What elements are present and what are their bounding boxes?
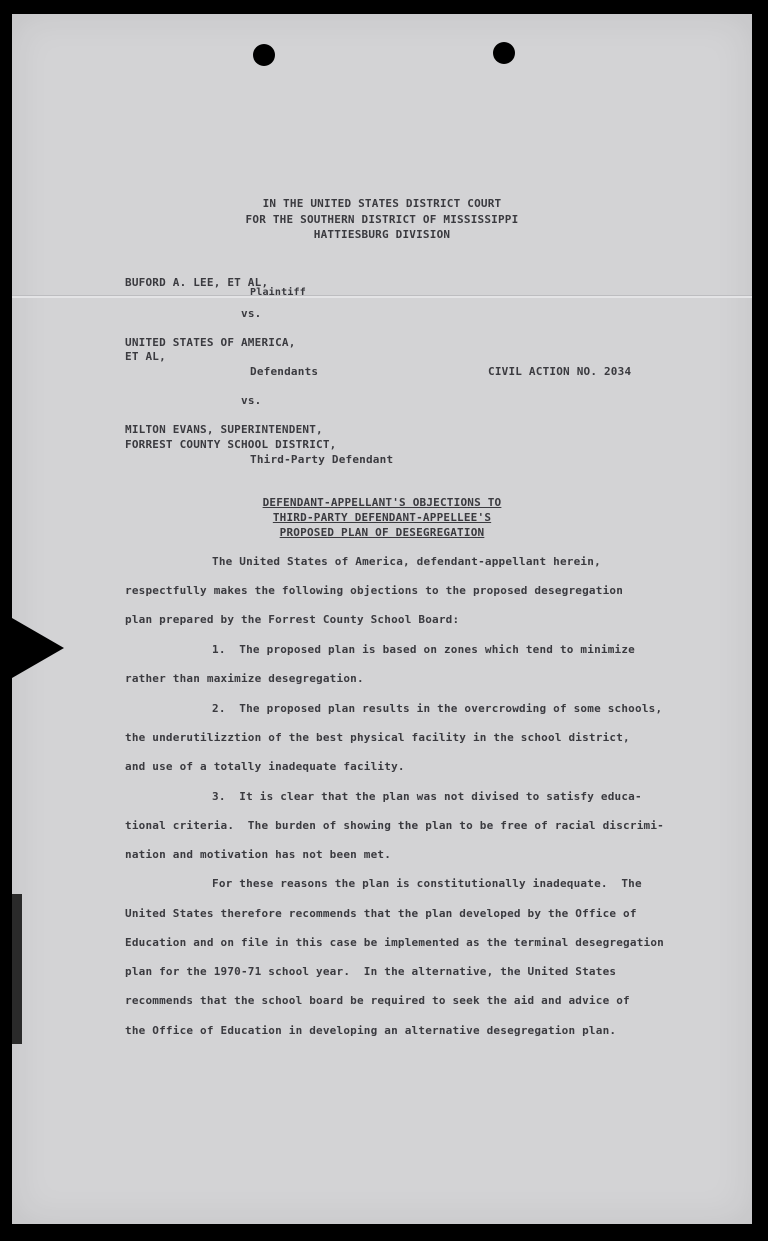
court-line-1: IN THE UNITED STATES DISTRICT COURT [262, 197, 502, 210]
defendant-role: Defendants [250, 365, 319, 378]
plaintiff-role: Plaintiff [250, 287, 306, 298]
vs-1: vs. [241, 307, 262, 320]
court-line-2: FOR THE SOUTHERN DISTRICT OF MISSISSIPPI [245, 213, 519, 226]
edge-shadow [12, 894, 22, 1044]
body-line: 2. The proposed plan results in the overcrowding of some schools, [212, 702, 663, 715]
plaintiff-name: BUFORD A. LEE, ET AL, [125, 276, 269, 289]
body-line: For these reasons the plan is constitutionally inadequate. The [212, 877, 642, 890]
body-line: United States therefore recommends that the plan developed by the Office of [125, 907, 637, 920]
defendant-name-1: UNITED STATES OF AMERICA, [125, 336, 296, 349]
heading-line-3: PROPOSED PLAN OF DESEGREGATION [279, 526, 485, 539]
body-line: the Office of Education in developing an alternative desegregation plan. [125, 1024, 617, 1037]
court-line-3: HATTIESBURG DIVISION [313, 228, 451, 241]
body-line: recommends that the school board be required to seek the aid and advice of [125, 994, 630, 1007]
body-line: plan for the 1970-71 school year. In the alternative, the United States [125, 965, 617, 978]
body-line: and use of a totally inadequate facility. [125, 760, 405, 773]
vs-2: vs. [241, 394, 262, 407]
body-line: the underutilizztion of the best physical facility in the school district, [125, 731, 630, 744]
body-line: The United States of America, defendant-appellant herein, [212, 555, 601, 568]
defendant-name-2: ET AL, [125, 350, 166, 363]
third-party-role: Third-Party Defendant [250, 453, 394, 466]
body-line: rather than maximize desegregation. [125, 672, 364, 685]
heading-line-1: DEFENDANT-APPELLANT'S OBJECTIONS TO [262, 496, 502, 509]
civil-action-number: CIVIL ACTION NO. 2034 [488, 365, 632, 378]
fold-line [12, 295, 752, 298]
third-party-name-1: MILTON EVANS, SUPERINTENDENT, [125, 423, 323, 436]
third-party-name-2: FORREST COUNTY SCHOOL DISTRICT, [125, 438, 337, 451]
punch-hole-left [253, 44, 275, 66]
punch-hole-right [493, 42, 515, 64]
document-page [12, 14, 752, 1224]
body-line: nation and motivation has not been met. [125, 848, 392, 861]
body-line: 3. It is clear that the plan was not divised to satisfy educa- [212, 790, 642, 803]
body-line: respectfully makes the following objections to the proposed desegregation [125, 584, 624, 597]
heading-line-2: THIRD-PARTY DEFENDANT-APPELLEE'S [272, 511, 492, 524]
torn-edge [12, 618, 64, 678]
body-line: Education and on file in this case be implemented as the terminal desegregation [125, 936, 664, 949]
body-line: 1. The proposed plan is based on zones which tend to minimize [212, 643, 635, 656]
body-line: tional criteria. The burden of showing the plan to be free of racial discrimi- [125, 819, 664, 832]
body-line: plan prepared by the Forrest County School Board: [125, 613, 460, 626]
